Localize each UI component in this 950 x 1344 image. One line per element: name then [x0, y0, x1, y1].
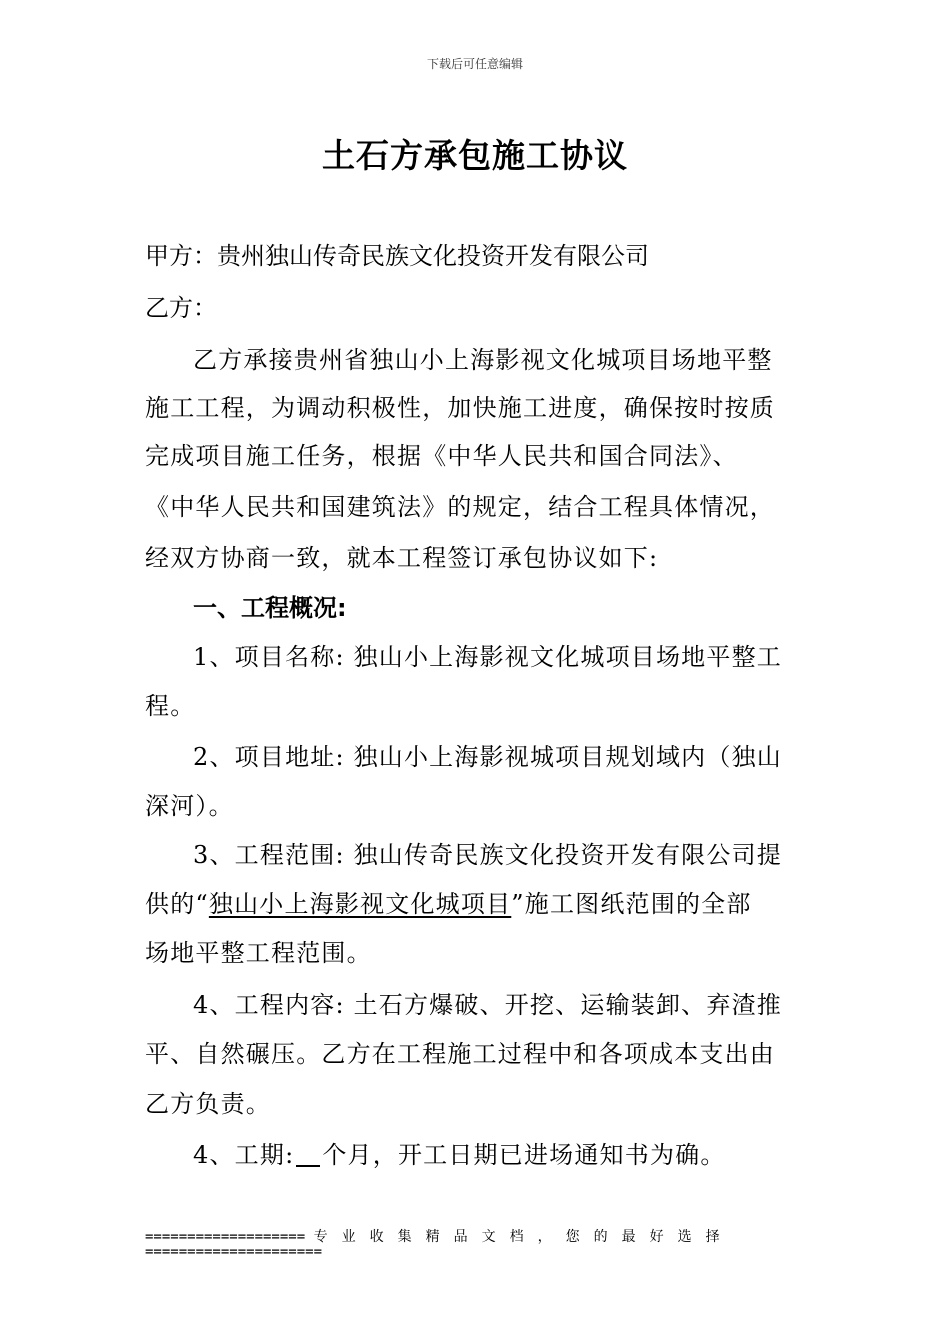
intro-line: 经双方协商一致，就本工程签订承包协议如下:	[145, 544, 659, 572]
item-5-line	[193, 1135, 726, 1170]
header-note: 下载后可任意编辑	[426, 57, 523, 71]
item-4-line: 4、工程内容: 土石方爆破、开挖、运输装卸、弃渣推	[193, 991, 782, 1019]
item-3-line: 场地平整工程范围。	[145, 939, 372, 967]
duration-label: 4、工期:	[193, 1141, 295, 1169]
duration-text: 个月，开工日期已进场通知书为确。	[322, 1141, 726, 1169]
duration-blank	[296, 1145, 320, 1167]
project-name-underlined: 独山小上海影视文化城项目	[208, 890, 512, 918]
item-4-line: 平、自然碾压。乙方在工程施工过程中和各项成本支出由	[145, 1040, 775, 1068]
item-3-line: 3、工程范围: 独山传奇民族文化投资开发有限公司提	[193, 841, 782, 869]
footer-rule: ===================	[145, 1229, 306, 1245]
item-1-line: 1、项目名称: 独山小上海影视文化城项目场地平整工	[193, 643, 782, 671]
item-2-line: 2、项目地址: 独山小上海影视城项目规划域内（独山	[193, 743, 782, 771]
intro-line: 乙方承接贵州省独山小上海影视文化城项目场地平整	[193, 346, 773, 374]
footer-rule-bottom: =====================	[145, 1244, 323, 1260]
item-3-text: 供的“	[145, 890, 209, 918]
section-heading: 一、工程概况:	[193, 594, 347, 622]
intro-line: 施工工程，为调动积极性，加快施工进度，确保按时按质	[145, 394, 775, 422]
item-4-line: 乙方负责。	[145, 1090, 271, 1118]
party-b: 乙方：	[145, 294, 217, 322]
party-a: 甲方：贵州独山传奇民族文化投资开发有限公司	[145, 242, 649, 270]
item-3-text: ”施工图纸范围的全部	[511, 890, 752, 918]
footer-slogan: 专业收集精品文档，您的最好选择	[313, 1229, 734, 1245]
item-2-line: 深河）。	[145, 792, 234, 820]
item-3-line	[145, 884, 752, 919]
intro-line: 完成项目施工任务，根据《中华人民共和国合同法》、	[145, 442, 738, 470]
intro-line: 《中华人民共和国建筑法》的规定，结合工程具体情况，	[145, 493, 775, 521]
footer-line	[145, 1226, 734, 1246]
document-title: 土石方承包施工协议	[322, 136, 628, 175]
item-1-line: 程。	[145, 692, 196, 720]
